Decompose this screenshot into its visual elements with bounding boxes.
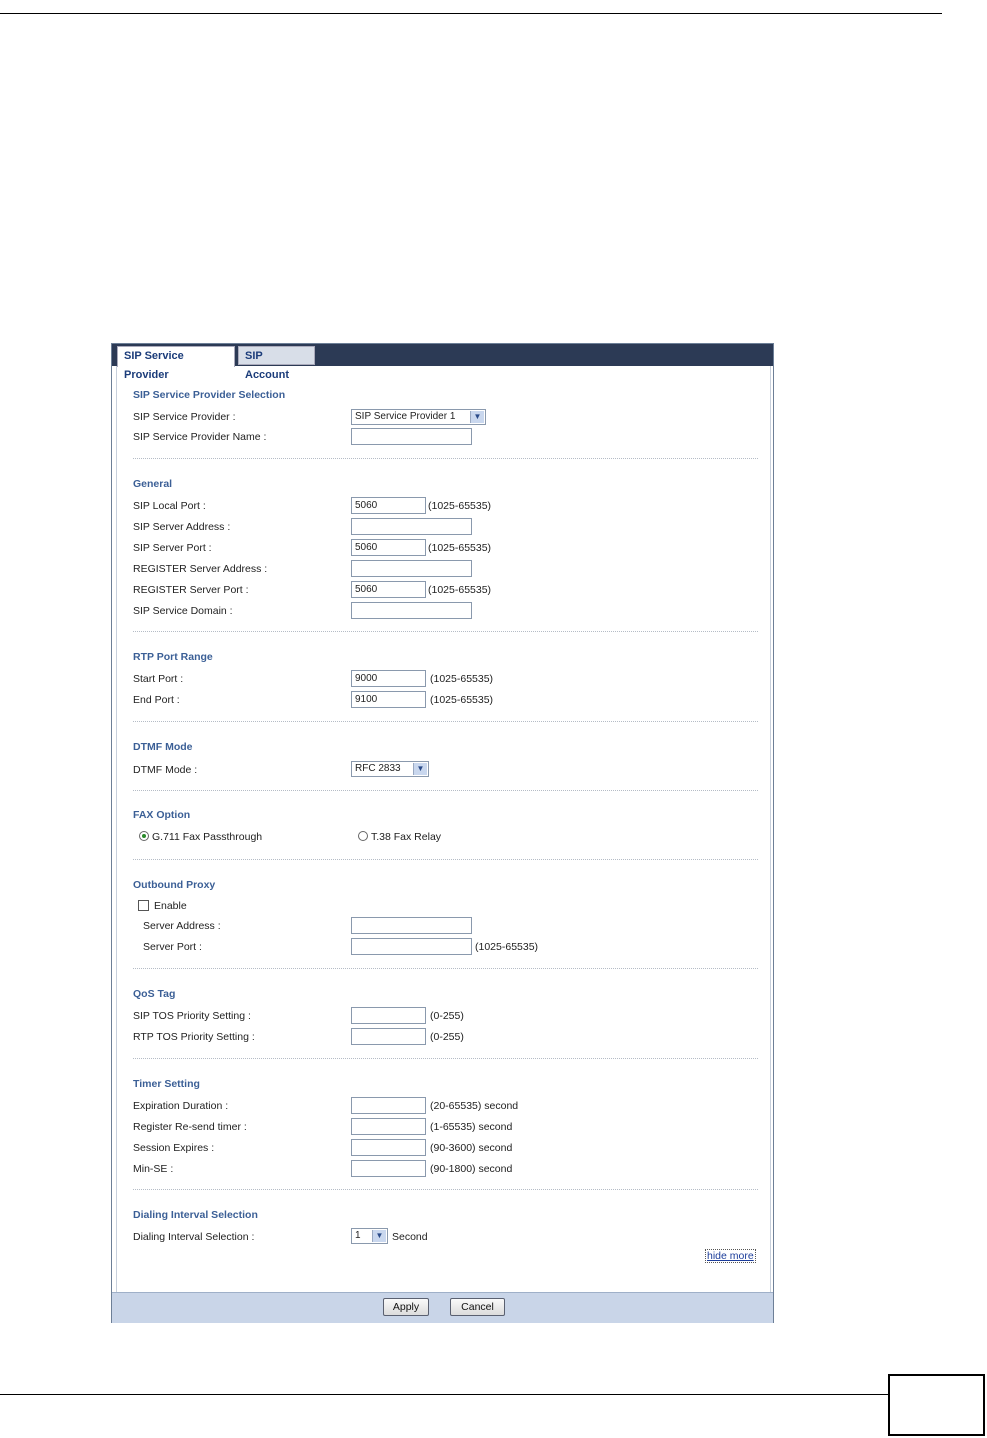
sip-settings-panel <box>111 343 774 1323</box>
proxy-server-port-hint: (1025-65535) <box>475 941 539 953</box>
top-rule <box>0 13 942 14</box>
session-expires-input[interactable] <box>351 1139 426 1156</box>
page-number-box <box>888 1374 985 1436</box>
register-server-address-input[interactable] <box>351 560 472 577</box>
bottom-rule <box>0 1394 888 1395</box>
sip-service-domain-input[interactable] <box>351 602 472 619</box>
dtmf-mode-value: RFC 2833 <box>355 763 401 774</box>
divider <box>133 968 758 970</box>
dialing-interval-select[interactable] <box>351 1228 388 1244</box>
provider-label: SIP Service Provider : <box>133 411 236 423</box>
dialing-interval-value: 1 <box>355 1230 361 1241</box>
fax-relay-radio[interactable] <box>358 831 368 841</box>
section-title-timer: Timer Setting <box>133 1078 200 1090</box>
chevron-down-icon: ▼ <box>470 411 484 423</box>
divider <box>133 859 758 861</box>
fax-passthrough-label: G.711 Fax Passthrough <box>152 831 263 843</box>
sip-server-port-input[interactable] <box>351 539 426 556</box>
proxy-server-port-label: Server Port : <box>143 941 202 953</box>
divider <box>133 721 758 723</box>
register-resend-hint: (1-65535) second <box>430 1121 513 1133</box>
dtmf-mode-label: DTMF Mode : <box>133 764 198 776</box>
expiration-duration-label: Expiration Duration : <box>133 1100 229 1112</box>
provider-select-value: SIP Service Provider 1 <box>355 411 456 422</box>
dialing-interval-label: Dialing Interval Selection : <box>133 1231 255 1243</box>
end-port-input[interactable] <box>351 691 426 708</box>
dialing-interval-unit: Second <box>392 1231 428 1243</box>
register-server-address-label: REGISTER Server Address : <box>133 563 268 575</box>
sip-local-port-label: SIP Local Port : <box>133 500 206 512</box>
register-resend-label: Register Re-send timer : <box>133 1121 247 1133</box>
cancel-button[interactable]: Cancel <box>450 1298 505 1316</box>
divider <box>133 1058 758 1060</box>
proxy-enable-checkbox[interactable] <box>138 900 149 911</box>
expiration-duration-hint: (20-65535) second <box>430 1100 519 1112</box>
button-bar <box>112 1292 773 1323</box>
tab-bar <box>112 344 773 381</box>
start-port-hint: (1025-65535) <box>430 673 494 685</box>
proxy-server-address-input[interactable] <box>351 917 472 934</box>
dtmf-mode-select[interactable] <box>351 761 429 777</box>
rtp-tos-label: RTP TOS Priority Setting : <box>133 1031 255 1043</box>
divider <box>133 458 758 460</box>
chevron-down-icon: ▼ <box>372 1230 386 1242</box>
divider <box>133 790 758 792</box>
sip-local-port-input[interactable] <box>351 497 426 514</box>
sip-tos-label: SIP TOS Priority Setting : <box>133 1010 251 1022</box>
proxy-enable-label: Enable <box>154 900 187 912</box>
register-server-port-label: REGISTER Server Port : <box>133 584 249 596</box>
register-server-port-hint: (1025-65535) <box>428 584 492 596</box>
section-title-rtp: RTP Port Range <box>133 651 213 663</box>
divider <box>133 1189 758 1191</box>
divider <box>133 631 758 633</box>
section-title-general: General <box>133 478 173 490</box>
proxy-server-port-input[interactable] <box>351 938 472 955</box>
min-se-input[interactable] <box>351 1160 426 1177</box>
provider-select[interactable] <box>351 409 486 425</box>
end-port-label: End Port : <box>133 694 180 706</box>
sip-server-port-hint: (1025-65535) <box>428 542 492 554</box>
tab-sip-service-provider[interactable]: SIP Service Provider <box>117 346 235 367</box>
rtp-tos-input[interactable] <box>351 1028 426 1045</box>
fax-relay-label: T.38 Fax Relay <box>371 831 442 843</box>
register-resend-input[interactable] <box>351 1118 426 1135</box>
min-se-label: Min-SE : <box>133 1163 174 1175</box>
tab-sip-account[interactable]: SIP Account <box>238 346 315 365</box>
section-title-dialing: Dialing Interval Selection <box>133 1209 258 1221</box>
section-title-selection: SIP Service Provider Selection <box>133 389 286 401</box>
form-content <box>116 366 771 1292</box>
sip-server-address-label: SIP Server Address : <box>133 521 231 533</box>
sip-server-address-input[interactable] <box>351 518 472 535</box>
chevron-down-icon: ▼ <box>413 763 427 775</box>
end-port-hint: (1025-65535) <box>430 694 494 706</box>
rtp-tos-hint: (0-255) <box>430 1031 464 1043</box>
section-title-fax: FAX Option <box>133 809 191 821</box>
hide-more-link[interactable]: hide more <box>707 1250 754 1262</box>
expiration-duration-input[interactable] <box>351 1097 426 1114</box>
sip-tos-input[interactable] <box>351 1007 426 1024</box>
session-expires-label: Session Expires : <box>133 1142 215 1154</box>
sip-server-port-label: SIP Server Port : <box>133 542 212 554</box>
sip-local-port-hint: (1025-65535) <box>428 500 492 512</box>
provider-name-label: SIP Service Provider Name : <box>133 431 267 443</box>
provider-name-input[interactable] <box>351 428 472 445</box>
section-title-proxy: Outbound Proxy <box>133 879 216 891</box>
start-port-label: Start Port : <box>133 673 184 685</box>
min-se-hint: (90-1800) second <box>430 1163 513 1175</box>
sip-service-domain-label: SIP Service Domain : <box>133 605 233 617</box>
proxy-server-address-label: Server Address : <box>143 920 221 932</box>
section-title-qos: QoS Tag <box>133 988 176 1000</box>
session-expires-hint: (90-3600) second <box>430 1142 513 1154</box>
sip-tos-hint: (0-255) <box>430 1010 464 1022</box>
section-title-dtmf: DTMF Mode <box>133 741 193 753</box>
register-server-port-input[interactable] <box>351 581 426 598</box>
fax-passthrough-radio[interactable] <box>139 831 149 841</box>
apply-button[interactable]: Apply <box>383 1298 429 1316</box>
start-port-input[interactable] <box>351 670 426 687</box>
